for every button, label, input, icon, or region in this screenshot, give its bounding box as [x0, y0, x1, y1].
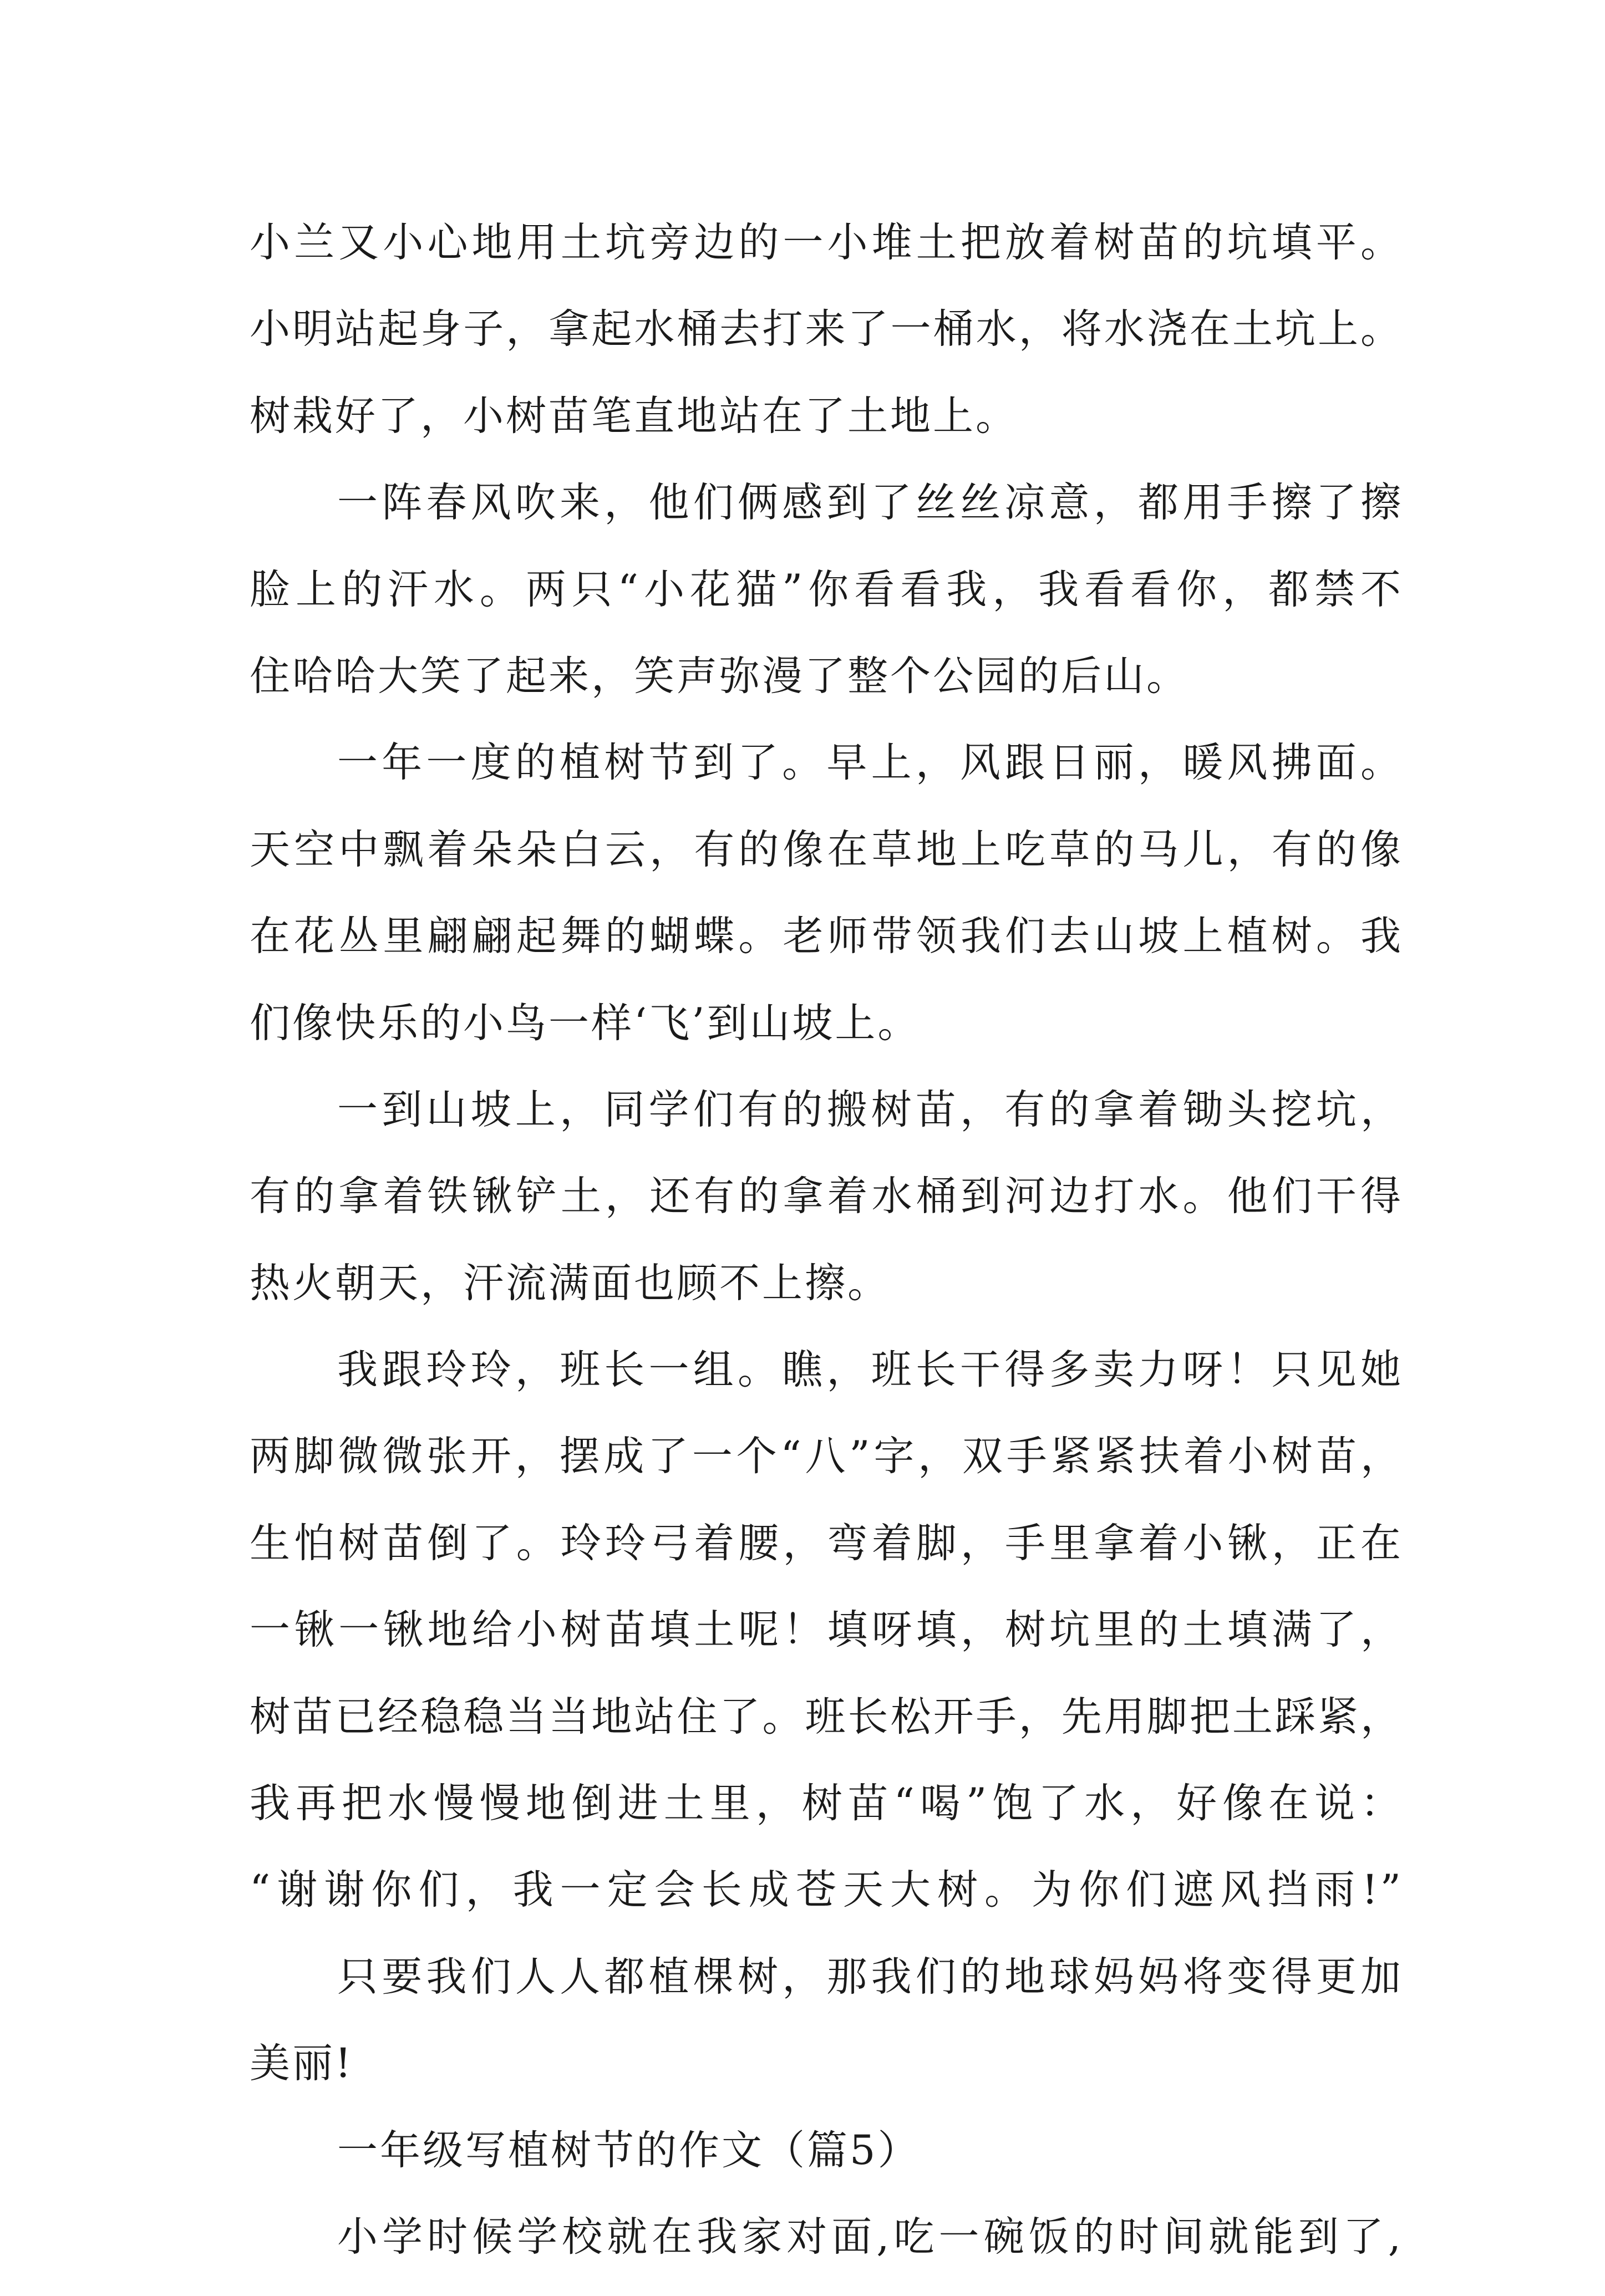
text-line: 住哈哈大笑了起来，笑声弥漫了整个公园的后山。	[250, 652, 1189, 700]
text-line: 我再把水慢慢地倒进土里，树苗“喝”饱了水，好像在说：	[250, 1780, 1403, 1827]
text-line: 一阵春风吹来，他们俩感到了丝丝凉意，都用手擦了擦	[337, 479, 1403, 527]
text-line: 小兰又小心地用土坑旁边的一小堆土把放着树苗的坑填平。	[250, 219, 1403, 266]
text-line: 热火朝天，汗流满面也顾不上擦。	[250, 1259, 890, 1307]
text-line: 两脚微微张开，摆成了一个“八”字，双手紧紧扶着小树苗，	[250, 1433, 1403, 1480]
text-line: 美丽!	[250, 2040, 354, 2088]
text-line: 树苗已经稳稳当当地站住了。班长松开手，先用脚把土踩紧，	[250, 1693, 1403, 1740]
text-line: 一年级写植树节的作文（篇5）	[337, 2126, 921, 2174]
text-line: 一到山坡上，同学们有的搬树苗，有的拿着锄头挖坑，	[337, 1086, 1403, 1133]
text-line: 们像快乐的小鸟一样‘飞’到山坡上。	[250, 999, 921, 1047]
document-body	[250, 215, 1403, 2296]
text-line: 生怕树苗倒了。玲玲弓着腰，弯着脚，手里拿着小锹，正在	[250, 1519, 1403, 1567]
text-line: 有的拿着铁锹铲土，还有的拿着水桶到河边打水。他们干得	[250, 1173, 1403, 1220]
text-line: 只要我们人人都植棵树，那我们的地球妈妈将变得更加	[337, 1953, 1403, 2000]
text-line: 小学时候学校就在我家对面,吃一碗饭的时间就能到了,	[337, 2213, 1403, 2261]
text-line: 树栽好了，小树苗笔直地站在了土地上。	[250, 392, 1018, 440]
text-line: 一年一度的植树节到了。早上，风跟日丽，暖风拂面。	[337, 739, 1403, 787]
text-line: 脸上的汗水。两只“小花猫”你看看我，我看看你，都禁不	[250, 566, 1403, 613]
text-line: 我跟玲玲，班长一组。瞧，班长干得多卖力呀！只见她	[337, 1346, 1403, 1394]
text-line: 一锹一锹地给小树苗填土呢！填呀填，树坑里的土填满了，	[250, 1606, 1403, 1654]
text-line: 在花丛里翩翩起舞的蝴蝶。老师带领我们去山坡上植树。我	[250, 913, 1403, 960]
text-line: “谢谢你们，我一定会长成苍天大树。为你们遮风挡雨!”	[250, 1866, 1403, 1914]
text-line: 小明站起身子，拿起水桶去打来了一桶水，将水浇在土坑上。	[250, 306, 1403, 353]
text-line: 天空中飘着朵朵白云，有的像在草地上吃草的马儿，有的像	[250, 826, 1403, 873]
